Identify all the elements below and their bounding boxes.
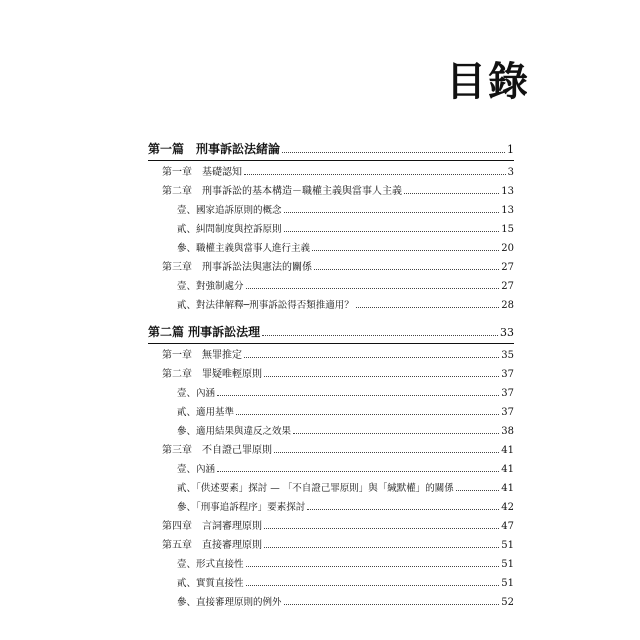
toc-entry-label: 第二章 刑事訴訟的基本構造－職權主義與當事人主義 bbox=[162, 186, 402, 197]
dot-leader bbox=[244, 356, 499, 358]
toc-entry-page-number: 52 bbox=[501, 597, 514, 608]
dot-leader bbox=[307, 508, 499, 510]
table-of-contents bbox=[148, 138, 514, 612]
toc-entry-page-number: 47 bbox=[501, 521, 514, 532]
toc-entry-label: 第二章 罪疑唯輕原則 bbox=[162, 369, 262, 380]
toc-entry-page-number: 41 bbox=[501, 464, 514, 475]
toc-entry-section[interactable] bbox=[148, 593, 514, 612]
toc-entry-section[interactable] bbox=[148, 384, 514, 403]
toc-entry-page-number: 38 bbox=[501, 426, 514, 437]
dot-leader bbox=[264, 375, 499, 377]
dot-leader bbox=[274, 451, 499, 453]
toc-entry-label: 第四章 言詞審理原則 bbox=[162, 521, 262, 532]
toc-entry-page-number: 37 bbox=[501, 388, 514, 399]
dot-leader bbox=[217, 394, 499, 396]
toc-entry-section[interactable] bbox=[148, 403, 514, 422]
toc-entry-chapter[interactable] bbox=[148, 441, 514, 460]
toc-entry-label: 第三章 刑事訴訟法與憲法的關係 bbox=[162, 262, 312, 273]
part-underline bbox=[148, 343, 514, 344]
toc-entry-chapter[interactable] bbox=[148, 182, 514, 201]
dot-leader bbox=[236, 413, 499, 415]
toc-entry-section[interactable] bbox=[148, 574, 514, 593]
toc-entry-chapter[interactable] bbox=[148, 346, 514, 365]
toc-entry-label: 貳、糾問制度與控訴原則 bbox=[177, 224, 282, 235]
dot-leader bbox=[284, 230, 500, 232]
dot-leader bbox=[244, 173, 506, 175]
dot-leader bbox=[312, 249, 499, 251]
dot-leader bbox=[314, 268, 499, 270]
toc-entry-chapter[interactable] bbox=[148, 163, 514, 182]
part-underline bbox=[148, 160, 514, 161]
toc-entry-page-number: 51 bbox=[501, 559, 514, 570]
toc-entry-label: 第二篇 刑事訴訟法理 bbox=[148, 325, 261, 339]
toc-entry-label: 壹、內涵 bbox=[177, 388, 216, 399]
toc-entry-label: 壹、形式直接性 bbox=[177, 559, 244, 570]
page-title: 目錄 bbox=[446, 59, 530, 105]
toc-entry-page-number: 15 bbox=[501, 224, 514, 235]
toc-entry-page-number: 51 bbox=[501, 540, 514, 551]
dot-leader bbox=[404, 192, 499, 194]
toc-entry-label: 貳、「供述要素」探討 — 「不自證己罪原則」與「緘默權」的關係 bbox=[177, 483, 454, 494]
dot-leader bbox=[246, 584, 500, 586]
toc-entry-label: 第一章 基礎認知 bbox=[162, 167, 242, 178]
toc-entry-page-number: 27 bbox=[501, 281, 514, 292]
toc-entry-page-number: 41 bbox=[501, 445, 514, 456]
toc-entry-section[interactable] bbox=[148, 422, 514, 441]
toc-entry-label: 參、適用結果與違反之效果 bbox=[177, 426, 292, 437]
toc-entry-label: 貳、實質直接性 bbox=[177, 578, 244, 589]
toc-entry-label: 第一章 無罪推定 bbox=[162, 350, 242, 361]
dot-leader bbox=[356, 306, 500, 308]
toc-entry-chapter[interactable] bbox=[148, 517, 514, 536]
toc-entry-section[interactable] bbox=[148, 239, 514, 258]
toc-entry-page-number: 51 bbox=[501, 578, 514, 589]
dot-leader bbox=[284, 603, 500, 605]
toc-entry-label: 第一篇 刑事訴訟法緒論 bbox=[148, 142, 281, 156]
toc-entry-section[interactable] bbox=[148, 498, 514, 517]
toc-entry-chapter[interactable] bbox=[148, 365, 514, 384]
toc-entry-section[interactable] bbox=[148, 460, 514, 479]
dot-leader bbox=[217, 470, 499, 472]
toc-entry-page-number: 13 bbox=[501, 186, 514, 197]
toc-entry-section[interactable] bbox=[148, 555, 514, 574]
toc-entry-section[interactable] bbox=[148, 220, 514, 239]
toc-entry-label: 貳、對法律解釋─刑事訴訟得否類推適用？ bbox=[177, 300, 354, 311]
toc-entry-label: 壹、國家追訴原則的概念 bbox=[177, 205, 282, 216]
toc-entry-part[interactable] bbox=[148, 138, 514, 160]
toc-entry-page-number: 33 bbox=[500, 326, 514, 339]
toc-entry-page-number: 13 bbox=[501, 205, 514, 216]
dot-leader bbox=[456, 489, 499, 491]
toc-entry-page-number: 27 bbox=[501, 262, 514, 273]
toc-entry-page-number: 35 bbox=[501, 350, 514, 361]
toc-entry-page-number: 37 bbox=[501, 407, 514, 418]
toc-entry-chapter[interactable] bbox=[148, 536, 514, 555]
toc-entry-part[interactable] bbox=[148, 321, 514, 343]
toc-entry-page-number: 41 bbox=[501, 483, 514, 494]
toc-entry-page-number: 20 bbox=[501, 243, 514, 254]
toc-entry-section[interactable] bbox=[148, 201, 514, 220]
toc-entry-label: 貳、適用基準 bbox=[177, 407, 235, 418]
toc-entry-page-number: 28 bbox=[501, 300, 514, 311]
toc-entry-label: 第三章 不自證己罪原則 bbox=[162, 445, 272, 456]
toc-entry-section[interactable] bbox=[148, 479, 514, 498]
toc-entry-label: 參、職權主義與當事人進行主義 bbox=[177, 243, 311, 254]
toc-entry-page-number: 42 bbox=[501, 502, 514, 513]
toc-entry-label: 第五章 直接審理原則 bbox=[162, 540, 262, 551]
dot-leader bbox=[284, 211, 500, 213]
toc-entry-page-number: 1 bbox=[507, 143, 514, 156]
toc-entry-label: 壹、內涵 bbox=[177, 464, 216, 475]
toc-entry-section[interactable] bbox=[148, 296, 514, 315]
toc-entry-section[interactable] bbox=[148, 277, 514, 296]
toc-entry-label: 參、「刑事追訴程序」要素探討 bbox=[177, 502, 306, 513]
dot-leader bbox=[262, 334, 498, 336]
toc-entry-page-number: 3 bbox=[507, 167, 514, 178]
dot-leader bbox=[293, 432, 499, 434]
toc-entry-chapter[interactable] bbox=[148, 258, 514, 277]
toc-entry-label: 參、直接審理原則的例外 bbox=[177, 597, 282, 608]
toc-entry-page-number: 37 bbox=[501, 369, 514, 380]
dot-leader bbox=[246, 287, 500, 289]
dot-leader bbox=[246, 565, 500, 567]
dot-leader bbox=[264, 546, 499, 548]
dot-leader bbox=[282, 151, 505, 153]
toc-entry-label: 壹、對強制處分 bbox=[177, 281, 244, 292]
dot-leader bbox=[264, 527, 499, 529]
